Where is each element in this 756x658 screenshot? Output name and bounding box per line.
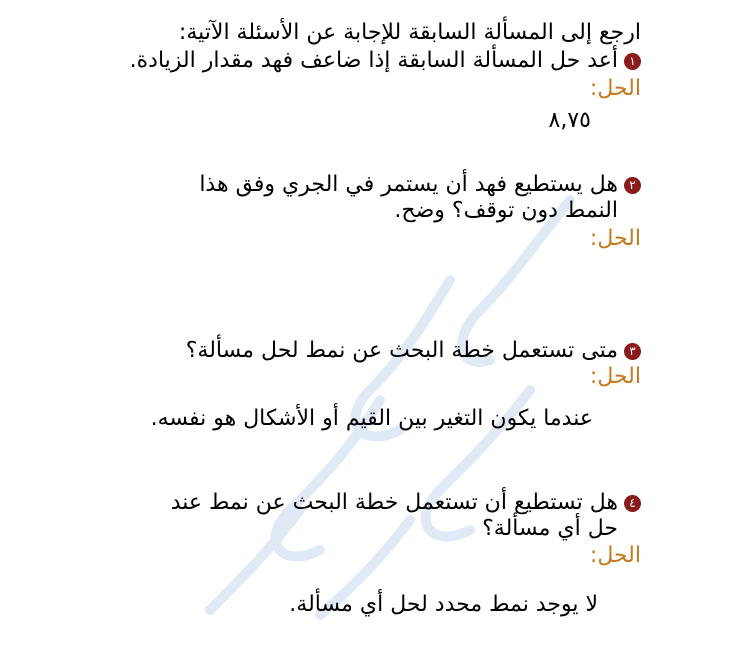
- question-1-badge: ١: [624, 53, 641, 70]
- question-3: [186, 338, 641, 364]
- watermark-signature: [150, 160, 610, 630]
- answer-1: ٨,٧٥: [548, 108, 591, 133]
- question-3-badge: ٣: [624, 343, 641, 360]
- solution-label-4: الحل:: [589, 543, 641, 568]
- question-1: [130, 48, 641, 74]
- question-4-line-1: هل تستطيع أن تستعمل خطة البحث عن نمط عند: [170, 490, 618, 515]
- question-1-line-1: أعد حل المسألة السابقة إذا ضاعف فهد مقدار الزيادة.: [129, 48, 618, 73]
- solution-label-1: الحل:: [589, 76, 641, 101]
- solution-label-3: الحل:: [589, 364, 641, 389]
- question-2-badge: ٢: [624, 177, 641, 194]
- solution-label-2: الحل:: [589, 226, 641, 251]
- question-4-badge: ٤: [624, 495, 641, 512]
- question-3-line-1: متى تستعمل خطة البحث عن نمط لحل مسألة؟: [185, 338, 618, 363]
- question-4: [171, 490, 641, 542]
- answer-4: لا يوجد نمط محدد لحل أي مسألة.: [289, 592, 598, 617]
- answer-3: عندما يكون التغير بين القيم أو الأشكال هو نفسه.: [150, 406, 593, 431]
- question-4-line-2: حل أي مسألة؟: [482, 516, 618, 541]
- question-2: [199, 172, 641, 224]
- question-2-line-1: هل يستطيع فهد أن يستمر في الجري وفق هذا: [199, 172, 618, 197]
- intro-text: ارجع إلى المسألة السابقة للإجابة عن الأسئلة الآتية:: [178, 20, 641, 45]
- question-2-line-2: النمط دون توقف؟ وضح.: [394, 198, 618, 223]
